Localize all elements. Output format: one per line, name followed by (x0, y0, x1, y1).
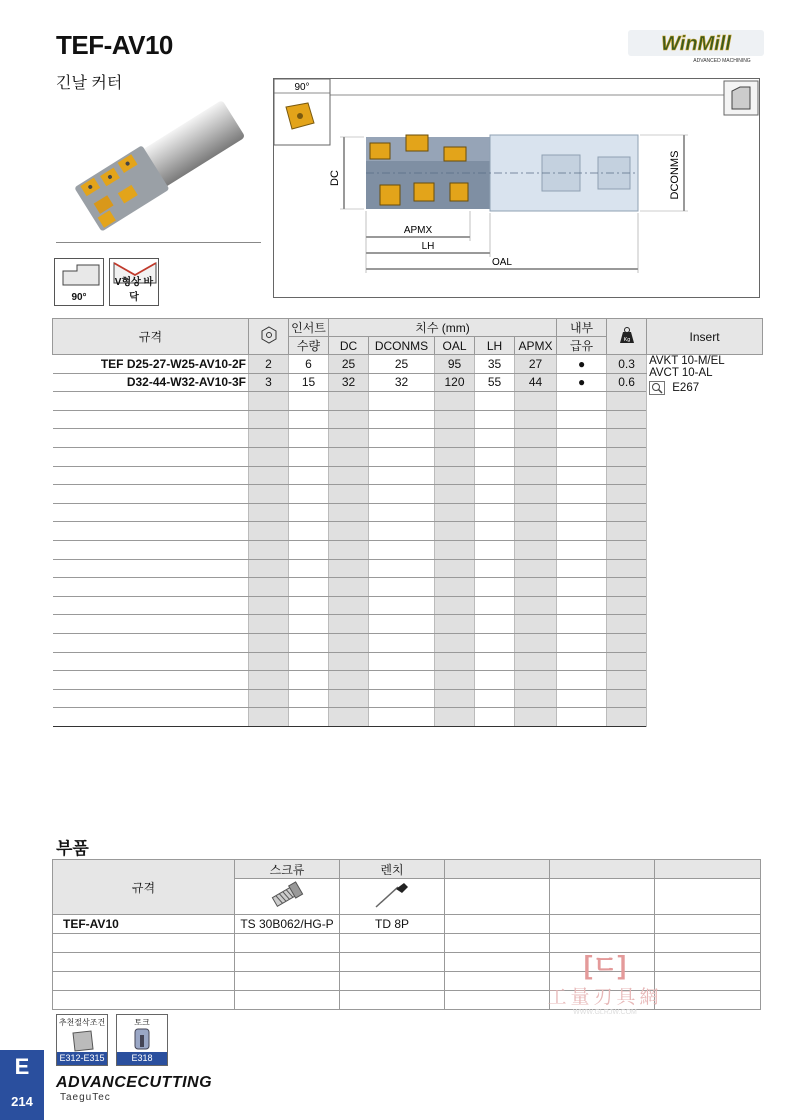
empty-cell (607, 540, 647, 559)
empty-cell (607, 559, 647, 578)
empty-cell (475, 708, 515, 727)
empty-cell (445, 953, 550, 972)
empty-cell (607, 392, 647, 411)
empty-cell (435, 578, 475, 597)
empty-cell (607, 503, 647, 522)
empty-cell (369, 485, 435, 504)
empty-cell (435, 429, 475, 448)
flutes-cell: 3 (249, 373, 289, 392)
oal-dim-label: OAL (491, 257, 513, 268)
empty-cell (369, 522, 435, 541)
empty-cell (249, 652, 289, 671)
empty-cell (607, 671, 647, 690)
empty-cell (329, 671, 369, 690)
empty-cell (329, 559, 369, 578)
page-title: TEF-AV10 (56, 30, 173, 60)
empty-cell (289, 466, 329, 485)
empty-cell (435, 522, 475, 541)
empty-cell (329, 522, 369, 541)
empty-cell (557, 429, 607, 448)
empty-cell (249, 466, 289, 485)
empty-cell (515, 615, 557, 634)
apmx-dim-label: APMX (403, 225, 433, 236)
tool-photo (70, 90, 260, 240)
inserts-header-bottom: 수량 (289, 337, 329, 355)
empty-cell (329, 708, 369, 727)
empty-cell (289, 559, 329, 578)
empty-cell (249, 708, 289, 727)
empty-cell (435, 689, 475, 708)
v-shape-label: V형상 바닥 (114, 277, 154, 303)
empty-cell (53, 991, 235, 1010)
empty-cell (53, 485, 249, 504)
empty-cell (329, 615, 369, 634)
empty-cell (475, 559, 515, 578)
empty-cell (475, 596, 515, 615)
weight-icon (607, 319, 647, 355)
empty-cell (369, 615, 435, 634)
screw-header: 스크류 (235, 860, 340, 879)
empty-cell (53, 652, 249, 671)
empty-cell (369, 392, 435, 411)
empty-cell (607, 410, 647, 429)
cutting-conditions-ref[interactable] (56, 1014, 108, 1066)
empty-cell (515, 503, 557, 522)
empty-cell (557, 503, 607, 522)
parts-designation-header: 규격 (53, 860, 235, 915)
empty-cell (53, 410, 249, 429)
section-tab (0, 1050, 44, 1120)
empty-cell (340, 953, 445, 972)
empty-cell (53, 540, 249, 559)
coolant-header-top: 내부 (557, 319, 607, 337)
ref-label: 토크 (134, 1018, 150, 1027)
empty-cell (289, 708, 329, 727)
empty-cell (435, 503, 475, 522)
empty-cell (607, 708, 647, 727)
empty-cell (249, 633, 289, 652)
insert-page-link[interactable] (649, 381, 761, 395)
empty-cell (53, 953, 235, 972)
empty-cell (557, 447, 607, 466)
empty-cell (515, 633, 557, 652)
empty-cell (53, 447, 249, 466)
empty-cell (249, 522, 289, 541)
empty-cell (369, 447, 435, 466)
empty-cell (249, 559, 289, 578)
dc-cell: 32 (329, 373, 369, 392)
empty-cell (515, 578, 557, 597)
apmx-header: APMX (515, 337, 557, 355)
empty-cell (515, 708, 557, 727)
empty-cell (435, 466, 475, 485)
dconms-dim-label: DCONMS (669, 150, 681, 200)
empty-cell (53, 934, 235, 953)
empty-cell (53, 689, 249, 708)
empty-cell (289, 615, 329, 634)
empty-cell (53, 578, 249, 597)
empty-cell (53, 503, 249, 522)
empty-cell (515, 410, 557, 429)
table-row (53, 915, 761, 934)
empty-cell (289, 596, 329, 615)
empty-cell (557, 392, 607, 411)
inserts-header-top: 인서트 (289, 319, 329, 337)
empty-cell (607, 466, 647, 485)
empty-cell (53, 633, 249, 652)
insert-header: Insert (647, 319, 763, 355)
empty-cell (435, 392, 475, 411)
empty-cell (289, 392, 329, 411)
empty-cell (557, 540, 607, 559)
empty-cell (369, 633, 435, 652)
empty-cell (369, 429, 435, 448)
empty-cell (340, 972, 445, 991)
coolant-header-bottom: 급유 (557, 337, 607, 355)
empty-cell (557, 652, 607, 671)
empty-cell (289, 447, 329, 466)
empty-cell (249, 429, 289, 448)
table-row (53, 355, 763, 374)
watermark-url: WWW.GLRJW.COM (573, 1009, 637, 1016)
screw-cell: TS 30B062/HG-P (235, 915, 340, 934)
empty-cell (369, 708, 435, 727)
insert-ref-2: AVCT 10-AL (649, 367, 713, 379)
empty-cell (435, 633, 475, 652)
empty-cell (369, 503, 435, 522)
empty-cell (289, 652, 329, 671)
empty-cell (655, 934, 761, 953)
empty-cell (340, 991, 445, 1010)
empty-cell (557, 708, 607, 727)
empty-cell (435, 559, 475, 578)
company-name: TaeguTec (60, 1092, 111, 1103)
dc-header: DC (329, 337, 369, 355)
empty-cell (369, 652, 435, 671)
empty-cell (607, 596, 647, 615)
empty-cell (53, 392, 249, 411)
wrench-header: 렌치 (340, 860, 445, 879)
empty-cell (607, 689, 647, 708)
empty-cell (435, 447, 475, 466)
empty-cell (249, 615, 289, 634)
logo-text: WinMill (661, 33, 731, 55)
empty-cell (607, 652, 647, 671)
divider (56, 242, 261, 243)
empty-cell (53, 596, 249, 615)
empty-cell (249, 596, 289, 615)
flutes-cell: 2 (249, 355, 289, 374)
designation-header: 규격 (53, 319, 249, 355)
empty-cell (249, 671, 289, 690)
empty-cell (607, 447, 647, 466)
empty-cell (249, 503, 289, 522)
insert-angle-label: 90° (294, 82, 310, 93)
empty-cell (53, 708, 249, 727)
empty-cell (557, 633, 607, 652)
empty-cell (557, 485, 607, 504)
empty-cell (607, 522, 647, 541)
empty-cell (329, 633, 369, 652)
empty-cell (249, 578, 289, 597)
brand-logo (56, 1074, 212, 1103)
technical-drawing (273, 78, 760, 298)
empty-cell (369, 410, 435, 429)
empty-cell (475, 466, 515, 485)
empty-cell (475, 410, 515, 429)
empty-cell (435, 652, 475, 671)
inserts-cell: 15 (289, 373, 329, 392)
empty-cell (53, 972, 235, 991)
dconms-cell: 32 (369, 373, 435, 392)
empty-cell (475, 429, 515, 448)
insert-ref-cell (647, 355, 763, 727)
oal-cell: 95 (435, 355, 475, 374)
parts-title: 부품 (56, 839, 89, 858)
empty-cell (249, 689, 289, 708)
empty-cell (445, 972, 550, 991)
empty-cell (235, 991, 340, 1010)
empty-cell (329, 392, 369, 411)
empty-cell (289, 429, 329, 448)
empty-cell (289, 671, 329, 690)
empty-cell (435, 540, 475, 559)
wrench-icon (340, 879, 445, 915)
empty-cell (249, 540, 289, 559)
empty-cell (557, 522, 607, 541)
empty-cell (289, 410, 329, 429)
empty-cell (557, 671, 607, 690)
dconms-cell: 25 (369, 355, 435, 374)
lh-dim-label: LH (421, 241, 435, 252)
empty-cell (435, 671, 475, 690)
empty-cell (515, 522, 557, 541)
lh-cell: 35 (475, 355, 515, 374)
empty-cell (435, 410, 475, 429)
weight-cell: 0.6 (607, 373, 647, 392)
dconms-header: DCONMS (369, 337, 435, 355)
empty-cell (557, 410, 607, 429)
empty-cell (235, 953, 340, 972)
logo-subtext: ADVANCED MACHINING (693, 58, 751, 64)
oal-header: OAL (435, 337, 475, 355)
page-number: 214 (11, 1094, 33, 1109)
empty-cell (289, 503, 329, 522)
wrench-cell: TD 8P (340, 915, 445, 934)
page-subtitle: 긴날 커터 (56, 75, 123, 92)
insert-ref-1: AVKT 10-M/EL (649, 355, 725, 367)
empty-cell (475, 652, 515, 671)
empty-cell (329, 410, 369, 429)
empty-cell (329, 447, 369, 466)
empty-cell (329, 503, 369, 522)
empty-cell (515, 447, 557, 466)
empty-cell (475, 447, 515, 466)
empty-cell (515, 485, 557, 504)
apmx-cell: 27 (515, 355, 557, 374)
empty-cell (557, 689, 607, 708)
empty-cell (445, 991, 550, 1010)
empty-cell (369, 540, 435, 559)
inserts-cell: 6 (289, 355, 329, 374)
empty-cell (655, 953, 761, 972)
ref-page: E312-E315 (57, 1052, 107, 1065)
empty-cell (475, 540, 515, 559)
watermark (540, 945, 670, 1016)
empty-cell (329, 540, 369, 559)
oal-cell: 120 (435, 373, 475, 392)
empty-cell (655, 991, 761, 1010)
empty-cell (475, 485, 515, 504)
empty-cell (607, 429, 647, 448)
empty-cell (53, 522, 249, 541)
angle-90-label: 90° (71, 292, 87, 303)
empty-cell (607, 633, 647, 652)
empty-cell (607, 615, 647, 634)
magnifier-icon (649, 382, 672, 394)
empty-cell (53, 559, 249, 578)
empty-cell (655, 972, 761, 991)
empty-cell (235, 934, 340, 953)
screw-icon (235, 879, 340, 915)
empty-cell (515, 596, 557, 615)
brand-name: ADVANCECUTTING (56, 1074, 213, 1091)
empty-cell (53, 466, 249, 485)
lh-header: LH (475, 337, 515, 355)
empty-cell (435, 485, 475, 504)
empty-cell (607, 578, 647, 597)
lh-cell: 55 (475, 373, 515, 392)
empty-cell (445, 934, 550, 953)
dc-cell: 25 (329, 355, 369, 374)
empty-cell (369, 466, 435, 485)
designation-cell: D32-44-W32-AV10-3F (53, 373, 249, 392)
empty-cell (557, 596, 607, 615)
ref-page: E318 (117, 1052, 167, 1065)
empty-cell (475, 522, 515, 541)
spec-table (52, 318, 763, 727)
empty-cell (369, 596, 435, 615)
empty-cell (329, 689, 369, 708)
empty-cell (475, 578, 515, 597)
empty-cell (329, 485, 369, 504)
v-shape-bottom-icon (109, 258, 159, 306)
empty-cell (53, 429, 249, 448)
ref-label: 추천절삭조건 (58, 1018, 106, 1027)
empty-cell (340, 934, 445, 953)
watermark-symbol: [ㄷ] (583, 950, 627, 980)
winmill-logo (628, 28, 764, 64)
empty-cell (475, 503, 515, 522)
empty-cell (329, 578, 369, 597)
empty-cell (435, 596, 475, 615)
empty-cell (53, 671, 249, 690)
empty-cell (475, 633, 515, 652)
empty-cell (289, 689, 329, 708)
empty-cell (369, 559, 435, 578)
svg-text:Kg: Kg (623, 337, 630, 343)
torque-ref[interactable] (116, 1014, 168, 1066)
empty-cell (289, 540, 329, 559)
empty-cell (515, 652, 557, 671)
empty-cell (515, 671, 557, 690)
empty-cell (369, 671, 435, 690)
empty-cell (329, 466, 369, 485)
empty-cell (557, 466, 607, 485)
weight-cell: 0.3 (607, 355, 647, 374)
watermark-text: 工量刃具網 (547, 987, 663, 1008)
empty-cell (289, 578, 329, 597)
empty-cell (235, 972, 340, 991)
empty-cell (515, 392, 557, 411)
angle-90-icon (54, 258, 104, 306)
flutes-icon (249, 319, 289, 355)
empty-cell (289, 485, 329, 504)
empty-cell (249, 392, 289, 411)
empty-cell (369, 689, 435, 708)
empty-cell (475, 671, 515, 690)
designation-cell: TEF D25-27-W25-AV10-2F (53, 355, 249, 374)
empty-cell (557, 615, 607, 634)
empty-cell (53, 615, 249, 634)
apmx-cell: 44 (515, 373, 557, 392)
insert-page-ref: E267 (672, 382, 700, 395)
coolant-cell: ● (557, 373, 607, 392)
section-letter: E (14, 1054, 30, 1079)
empty-cell (515, 559, 557, 578)
coolant-cell: ● (557, 355, 607, 374)
empty-cell (329, 429, 369, 448)
dc-dim-label: DC (329, 170, 341, 186)
empty-cell (557, 559, 607, 578)
empty-cell (557, 578, 607, 597)
empty-cell (515, 689, 557, 708)
empty-cell (475, 689, 515, 708)
empty-cell (329, 652, 369, 671)
empty-cell (515, 540, 557, 559)
empty-cell (249, 485, 289, 504)
empty-cell (329, 596, 369, 615)
empty-cell (607, 485, 647, 504)
empty-cell (435, 615, 475, 634)
empty-cell (435, 708, 475, 727)
empty-cell (249, 447, 289, 466)
empty-cell (289, 522, 329, 541)
empty-cell (515, 429, 557, 448)
empty-cell (515, 466, 557, 485)
empty-cell (369, 578, 435, 597)
empty-cell (249, 410, 289, 429)
empty-cell (475, 615, 515, 634)
empty-cell (475, 392, 515, 411)
dimensions-header: 치수 (mm) (329, 319, 557, 337)
empty-cell (289, 633, 329, 652)
parts-designation-cell: TEF-AV10 (53, 915, 235, 934)
